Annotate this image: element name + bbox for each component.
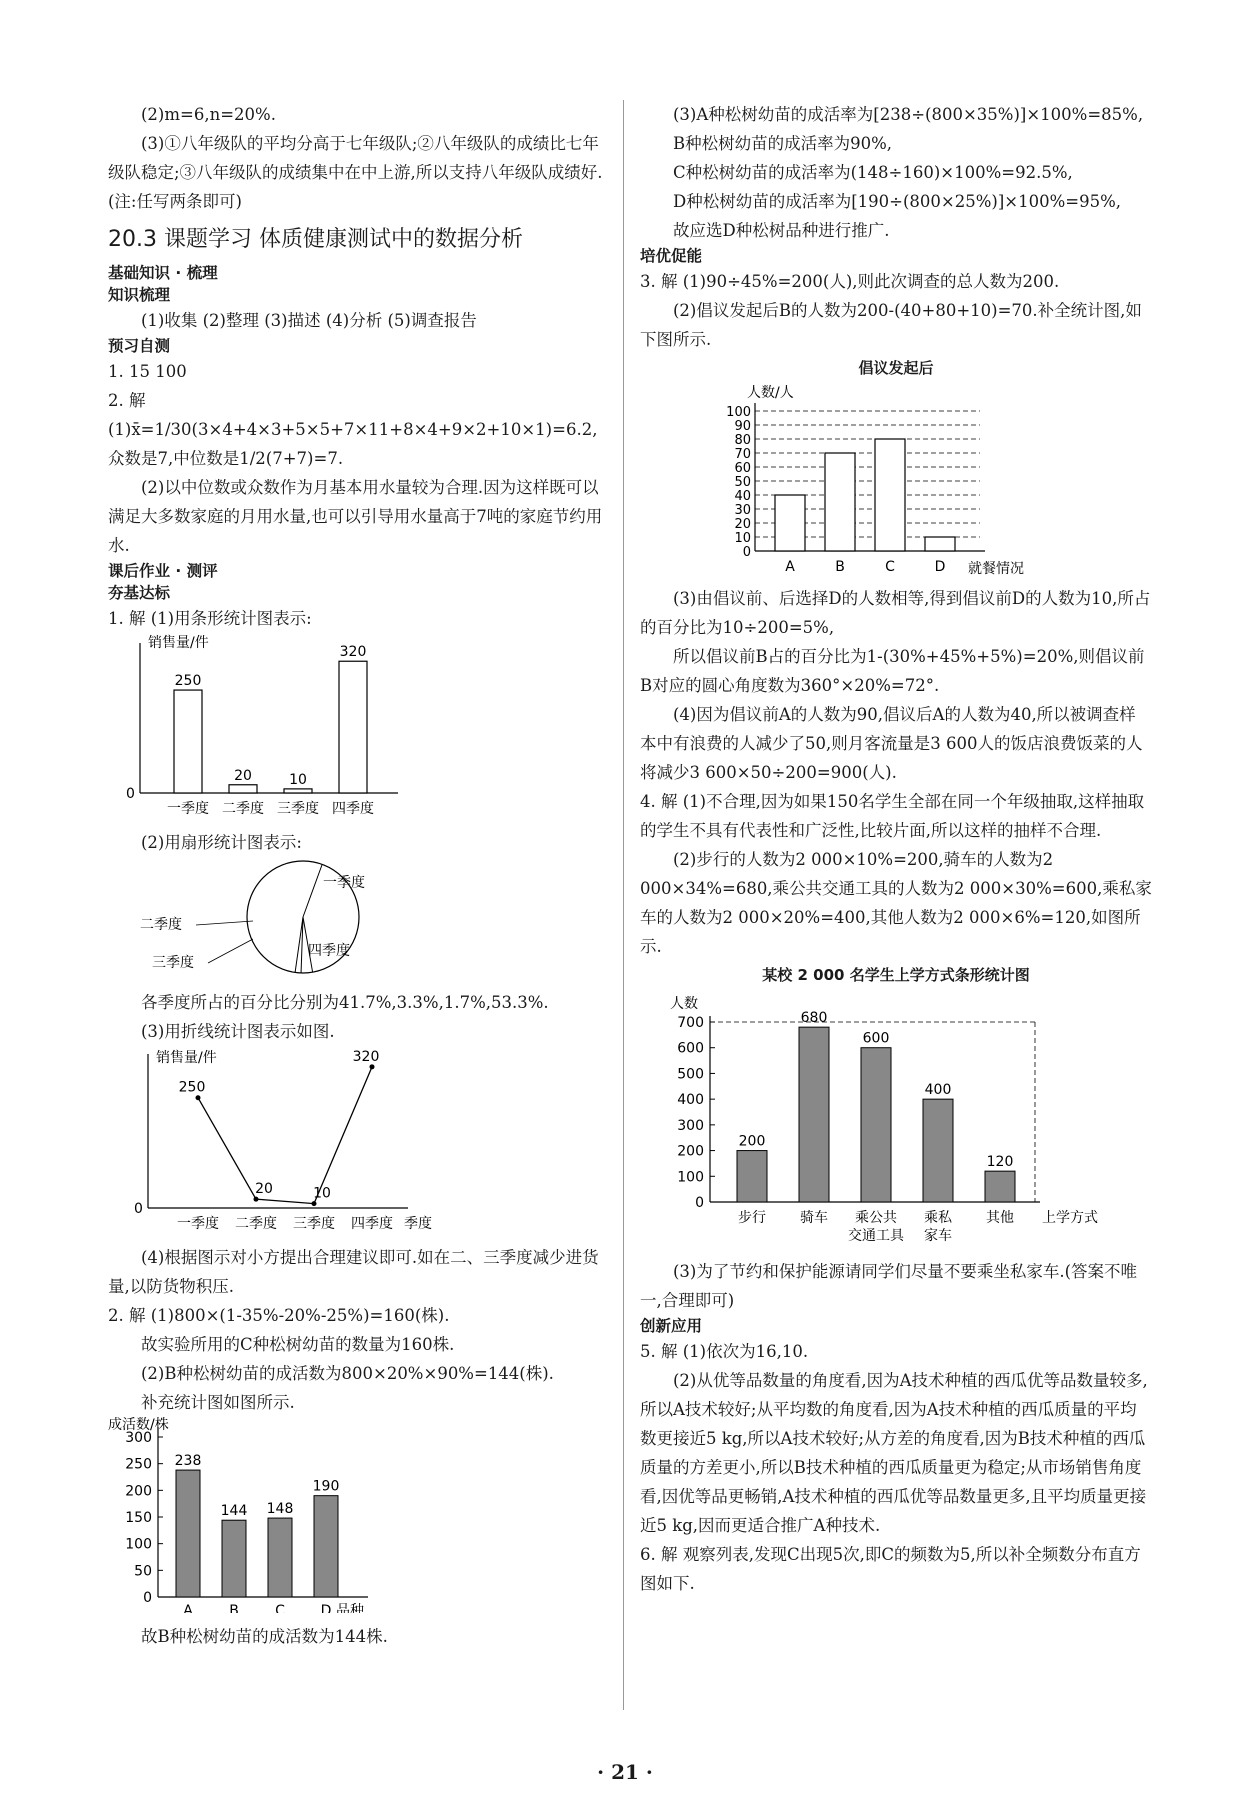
y-tick-label: 200: [677, 1143, 704, 1160]
section-heading: 课后作业 · 测评: [108, 562, 218, 580]
y-tick-label: 50: [134, 1563, 152, 1580]
tick-label: 四季度: [351, 1216, 393, 1232]
tick-label: 三季度: [277, 801, 319, 817]
tick-label: 交通工具: [848, 1228, 904, 1244]
tick-label: A: [785, 559, 795, 575]
leader-line: [196, 921, 253, 925]
x-axis-label: 季度: [404, 1216, 432, 1232]
tick-label: C: [885, 559, 895, 575]
data-label: 680: [800, 1010, 828, 1027]
origin-label: 0: [143, 1590, 152, 1606]
y-tick-label: 0: [742, 545, 751, 560]
answer-line: 6. 解 观察列表,发现C出现5次,即C的频数为5,所以补全频数分布直方图如下.: [640, 1545, 1141, 1593]
tick-label: D: [934, 559, 946, 575]
answer-line: (2)倡议发起后B的人数为200-(40+80+10)=70.补全统计图,如下图所示.: [640, 301, 1142, 349]
answer-line: (3)为了节约和保护能源请同学们尽量不要乘坐私家车.(答案不唯一,合理即可): [640, 1262, 1138, 1310]
data-label: 148: [266, 1501, 294, 1518]
bar: [775, 495, 805, 551]
answer-line: 2. 解 (1)800×(1-35%-20%-25%)=160(株).: [108, 1306, 450, 1325]
y-tick-label: 250: [125, 1456, 152, 1473]
answer-line: 故应选D种松树品种进行推广.: [673, 221, 890, 240]
chart-title: 某校 2 000 名学生上学方式条形统计图: [762, 966, 1030, 984]
tick-label: 乘公共: [855, 1210, 897, 1226]
y-tick-label: 100: [125, 1536, 152, 1553]
bar: [861, 1048, 891, 1202]
tick-label: 四季度: [332, 801, 374, 817]
left-column: [108, 100, 606, 1651]
bar: [799, 1027, 829, 1202]
bar: [222, 1520, 246, 1597]
y-tick-label: 90: [734, 419, 751, 434]
tick-label: 乘私: [924, 1210, 952, 1226]
tick-label: B: [835, 559, 845, 575]
slice-label: 二季度: [140, 917, 182, 933]
section-heading: 创新应用: [640, 1317, 703, 1335]
data-label: 400: [924, 1082, 952, 1099]
answer-line: (3)用折线统计图表示如图.: [141, 1022, 335, 1041]
bar: [268, 1518, 292, 1597]
y-tick-label: 60: [734, 461, 751, 476]
answer-line: B种松树幼苗的成活率为90%,: [673, 134, 893, 153]
section-heading: 培优促能: [640, 247, 703, 265]
y-tick-label: 150: [125, 1510, 152, 1526]
y-tick-label: 100: [677, 1169, 704, 1186]
y-tick-label: 300: [677, 1117, 704, 1134]
answer-line: (2)以中位数或众数作为月基本用水量较为合理.因为这样既可以满足大多数家庭的月用水量,也可以引导用水量高于7吨的家庭节约用水.: [108, 478, 603, 555]
section-title: 20.3 课题学习 体质健康测试中的数据分析: [108, 227, 523, 252]
y-tick-label: 20: [734, 517, 751, 532]
answer-line: (2)步行的人数为2 000×10%=200,骑车的人数为2 000×34%=680,乘公共交通工具的人数为2 000×30%=600,乘私家车的人数为2 000×20%=400,其他人数为2 000×6%=120,如图所示.: [640, 850, 1152, 956]
page-number: · 21 ·: [597, 1760, 653, 1784]
tick-label: 三季度: [293, 1216, 335, 1232]
section-heading: 夯基达标: [108, 584, 171, 602]
data-point: [254, 1197, 259, 1202]
y-tick-label: 80: [734, 433, 751, 448]
tick-label: B: [229, 1603, 239, 1613]
x-axis-label: 上学方式: [1042, 1210, 1098, 1226]
tick-label: 家车: [924, 1228, 952, 1244]
answer-line: 1. 解 (1)用条形统计图表示:: [108, 609, 312, 628]
data-label: 250: [174, 673, 202, 690]
tick-label: C: [275, 1603, 285, 1613]
answer-line: (1)收集 (2)整理 (3)描述 (4)分析 (5)调查报告: [141, 311, 477, 330]
slice-label: 四季度: [308, 943, 350, 959]
answer-line: (2)B种松树幼苗的成活数为800×20%×90%=144(株).: [141, 1364, 554, 1383]
sales-pie-chart: [108, 857, 468, 979]
answer-line: 1. 15 100: [108, 362, 187, 381]
answer-line: 3. 解 (1)90÷45%=200(人),则此次调查的总人数为200.: [640, 272, 1060, 291]
origin-label: 0: [134, 1201, 143, 1217]
answer-line: 5. 解 (1)依次为16,10.: [640, 1342, 809, 1361]
y-tick-label: 10: [734, 531, 751, 546]
tick-label: 二季度: [235, 1216, 277, 1232]
tick-label: 其他: [986, 1210, 1014, 1226]
data-label: 200: [738, 1133, 766, 1150]
data-label: 144: [220, 1503, 248, 1520]
answer-line: (3)①八年级队的平均分高于七年级队;②八年级队的成绩比七年级队稳定;③八年级队的成绩集中在中上游,所以支持八年级队成绩好.(注:任写两条即可): [108, 134, 603, 211]
slice-label: 一季度: [323, 875, 365, 891]
section-heading: 预习自测: [108, 337, 171, 355]
y-axis-label: 销售量/件: [156, 1050, 217, 1066]
tick-label: A: [183, 1603, 193, 1613]
answer-line: (3)由倡议前、后选择D的人数相等,得到倡议前D的人数为10,所占的百分比为10÷200=5%,: [640, 589, 1151, 637]
bar: [176, 1470, 200, 1597]
data-label: 20: [234, 767, 252, 784]
y-axis-label: 成活数/株: [108, 1417, 169, 1433]
answer-line: (2)用扇形统计图表示:: [141, 833, 302, 852]
answer-line: D种松树幼苗的成活率为[190÷(800×25%)]×100%=95%,: [673, 192, 1122, 211]
data-point: [312, 1201, 317, 1206]
bar: [737, 1151, 767, 1202]
sales-line-chart: [108, 1046, 468, 1234]
x-axis-label: 品种: [336, 1603, 364, 1613]
answer-line: (4)根据图示对小方提出合理建议即可.如在二、三季度减少进货量,以防货物积压.: [108, 1248, 599, 1296]
y-tick-label: 70: [734, 447, 751, 462]
bar: [825, 453, 855, 551]
bar: [875, 439, 905, 551]
column-divider: [623, 100, 624, 1710]
answer-line: (2)m=6,n=20%.: [141, 105, 276, 124]
leader-line: [208, 939, 253, 963]
y-axis-label: 人数: [670, 996, 698, 1012]
data-label: 600: [862, 1030, 890, 1047]
bar: [174, 690, 202, 793]
answer-line: 2. 解 (1)x̄=1/30(3×4+4×3+5×5+7×11+8×4+9×2+10×1)=6.2,众数是7,中位数是1/2(7+7)=7.: [108, 391, 598, 468]
data-label: 238: [174, 1453, 202, 1470]
data-label: 20: [255, 1181, 273, 1198]
bar: [314, 1496, 338, 1597]
y-tick-label: 0: [695, 1195, 704, 1211]
y-tick-label: 300: [125, 1430, 152, 1446]
y-axis-label: 销售量/件: [148, 635, 209, 651]
y-axis-label: 人数/人: [747, 385, 794, 401]
answer-line: 各季度所占的百分比分别为41.7%,3.3%,1.7%,53.3%.: [141, 993, 549, 1012]
bar: [925, 537, 955, 551]
bar: [923, 1099, 953, 1202]
series-line: [198, 1067, 372, 1204]
data-label: 250: [178, 1079, 206, 1096]
tick-label: 步行: [738, 1210, 766, 1226]
right-column: [640, 100, 1152, 1598]
section-heading: 基础知识 · 梳理: [108, 264, 218, 282]
answer-line: C种松树幼苗的成活率为(148÷160)×100%=92.5%,: [673, 163, 1073, 182]
y-tick-label: 700: [677, 1015, 704, 1031]
tick-label: 一季度: [177, 1216, 219, 1232]
chart-title: 倡议发起后: [858, 359, 934, 377]
y-tick-label: 500: [677, 1066, 704, 1083]
sales-bar-chart: [108, 633, 408, 819]
y-tick-label: 30: [734, 503, 751, 518]
answer-line: (3)A种松树幼苗的成活率为[238÷(800×35%)]×100%=85%,: [673, 105, 1144, 124]
y-tick-label: 100: [726, 405, 751, 420]
answer-line: 所以倡议前B占的百分比为1-(30%+45%+5%)=20%,则倡议前B对应的圆心角度数为360°×20%=72°.: [640, 647, 1145, 695]
tick-label: 二季度: [222, 801, 264, 817]
bar: [284, 789, 312, 793]
bar: [339, 661, 367, 793]
data-point: [370, 1064, 375, 1069]
y-tick-label: 200: [125, 1483, 152, 1500]
answer-line: 故B种松树幼苗的成活数为144株.: [141, 1627, 388, 1646]
origin-label: 0: [126, 786, 135, 802]
answer-line: 故实验所用的C种松树幼苗的数量为160株.: [141, 1335, 455, 1354]
answer-line: (4)因为倡议前A的人数为90,倡议后A的人数为40,所以被调查样本中有浪费的人减少了50,则月客流量是3 600人的饭店浪费饭菜的人将减少3 600×50÷200=900(人).: [640, 705, 1143, 782]
data-label: 320: [339, 644, 367, 661]
slice-label: 三季度: [152, 955, 194, 971]
tick-label: D: [320, 1603, 332, 1613]
section-heading: 知识梳理: [108, 286, 171, 304]
data-label: 120: [986, 1154, 1014, 1171]
seedling-bar-chart: [108, 1417, 448, 1613]
answer-line: 补充统计图如图所示.: [141, 1393, 295, 1412]
data-point: [196, 1095, 201, 1100]
after-proposal-bar-chart: [640, 383, 1040, 575]
commute-bar-chart: [640, 990, 1120, 1248]
data-label: 320: [352, 1048, 380, 1065]
answer-line: 4. 解 (1)不合理,因为如果150名学生全部在同一个年级抽取,这样抽取的学生不具有代表性和广泛性,比较片面,所以这样的抽样不合理.: [640, 792, 1145, 840]
data-label: 10: [313, 1185, 331, 1202]
y-tick-label: 50: [734, 475, 751, 490]
x-axis-label: 就餐情况: [968, 561, 1024, 575]
y-tick-label: 600: [677, 1040, 704, 1057]
data-label: 190: [312, 1478, 340, 1495]
bar: [229, 785, 257, 793]
y-tick-label: 40: [734, 489, 751, 504]
tick-label: 一季度: [167, 801, 209, 817]
bar: [985, 1171, 1015, 1202]
tick-label: 骑车: [800, 1210, 828, 1226]
y-tick-label: 400: [677, 1092, 704, 1109]
data-label: 10: [289, 771, 307, 788]
answer-line: (2)从优等品数量的角度看,因为A技术种植的西瓜优等品数量较多,所以A技术较好;从平均数的角度看,因为A技术种植的西瓜质量的平均数更接近5 kg,所以A技术较好;从方差的角度看,因为B技术种植的西瓜质量的方差更小,所以B技术种植的西瓜质量更为稳定;从市场销售角度看,因优等品更畅销,A技术种植的西瓜优等品数量更多,且平均质量更接近5 kg,因而更适合推广A种技术.: [640, 1371, 1148, 1535]
